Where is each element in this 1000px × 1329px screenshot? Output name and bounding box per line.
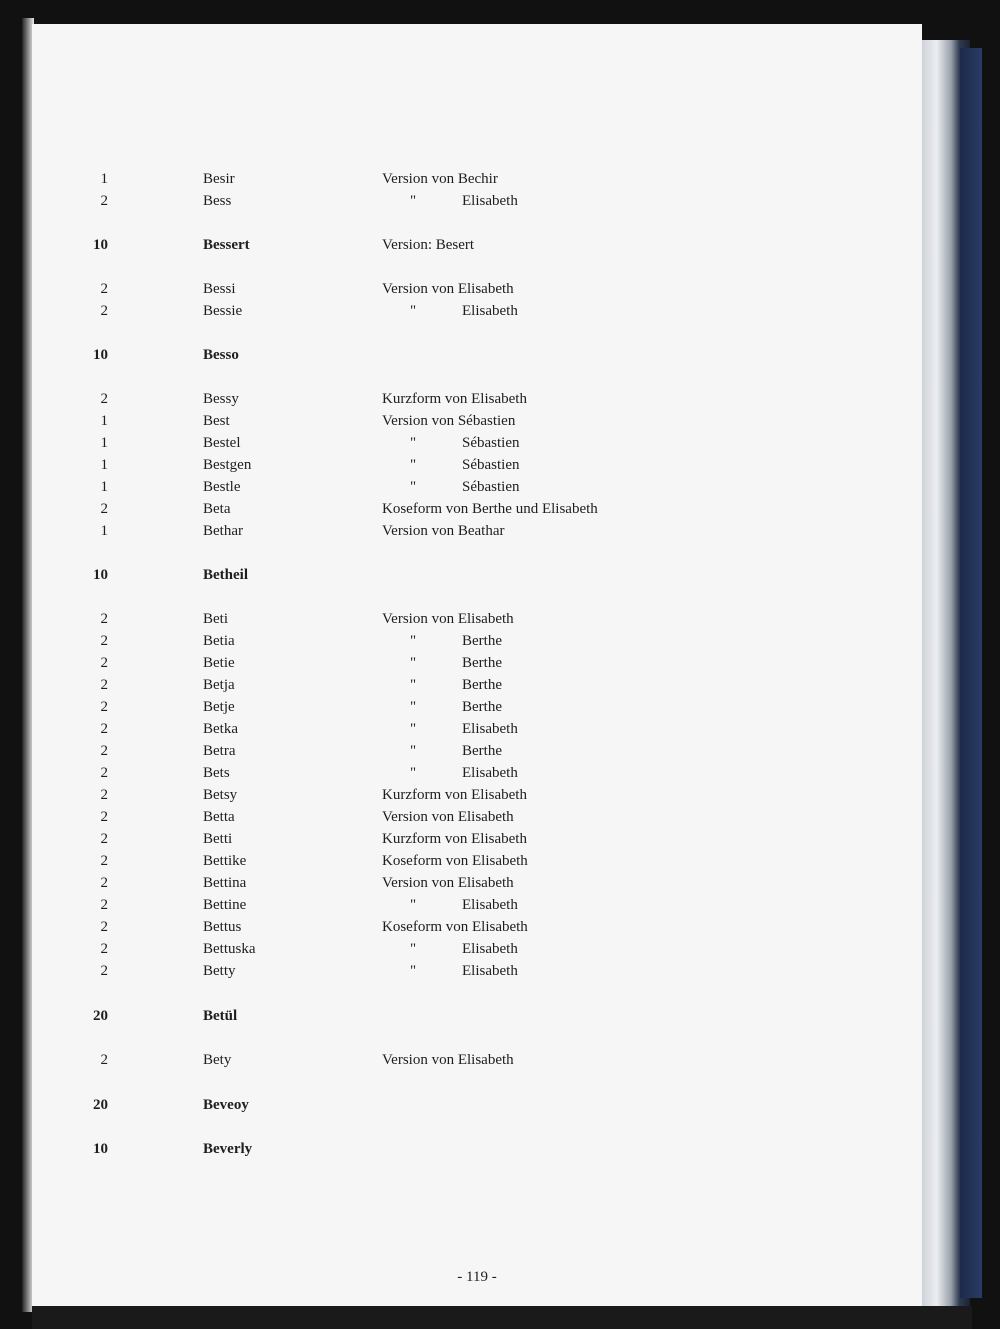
list-item xyxy=(32,498,922,520)
entry-definition: Version von Elisabeth xyxy=(382,875,514,891)
entry-name: Beta xyxy=(203,501,231,517)
book-cover-edge xyxy=(960,48,982,1298)
entry-number: 2 xyxy=(100,303,108,319)
entry-number: 2 xyxy=(100,281,108,297)
entry-name: Besso xyxy=(203,347,239,363)
ditto-mark: " xyxy=(410,633,417,649)
entry-name: Betta xyxy=(203,809,235,825)
list-item xyxy=(32,718,922,740)
entry-name: Bets xyxy=(203,765,230,781)
list-item xyxy=(32,520,922,542)
list-item xyxy=(32,784,922,806)
entry-name: Besir xyxy=(203,171,235,187)
ditto-mark: " xyxy=(410,479,417,495)
entry-reference: Sébastien xyxy=(462,435,520,451)
list-item xyxy=(32,828,922,850)
ditto-mark: " xyxy=(410,897,417,913)
ditto-mark: " xyxy=(410,963,417,979)
ditto-mark: " xyxy=(410,457,417,473)
entry-name: Beveoy xyxy=(203,1097,249,1113)
list-item xyxy=(32,278,922,300)
ditto-mark: " xyxy=(410,193,417,209)
entry-definition: Version von Elisabeth xyxy=(382,1052,514,1068)
entry-name: Bessy xyxy=(203,391,239,407)
list-item xyxy=(32,696,922,718)
entry-name: Bettus xyxy=(203,919,242,935)
entry-definition: Version von Elisabeth xyxy=(382,809,514,825)
list-item xyxy=(32,894,922,916)
list-item xyxy=(32,652,922,674)
list-item xyxy=(32,234,922,256)
entry-number: 2 xyxy=(100,963,108,979)
entry-reference: Elisabeth xyxy=(462,193,518,209)
entry-name: Bessert xyxy=(203,237,250,253)
list-item xyxy=(32,872,922,894)
entry-number: 2 xyxy=(100,853,108,869)
ditto-mark: " xyxy=(410,435,417,451)
entry-definition: Kurzform von Elisabeth xyxy=(382,391,527,407)
list-item xyxy=(32,1005,922,1027)
entry-number: 10 xyxy=(93,237,108,253)
entry-number: 2 xyxy=(100,193,108,209)
entry-name: Betia xyxy=(203,633,235,649)
entry-name: Bessie xyxy=(203,303,243,319)
entry-number: 1 xyxy=(100,479,108,495)
entry-name: Bettina xyxy=(203,875,247,891)
list-item xyxy=(32,344,922,366)
entry-number: 2 xyxy=(100,655,108,671)
entry-name: Betül xyxy=(203,1008,238,1024)
list-item xyxy=(32,850,922,872)
list-item xyxy=(32,740,922,762)
list-item xyxy=(32,630,922,652)
book-page xyxy=(32,24,922,1306)
entry-name: Beti xyxy=(203,611,228,627)
entry-definition: Version von Sébastien xyxy=(382,413,516,429)
entry-number: 1 xyxy=(100,413,108,429)
entry-reference: Berthe xyxy=(462,633,502,649)
entry-name: Betsy xyxy=(203,787,238,803)
list-item xyxy=(32,938,922,960)
entry-number: 1 xyxy=(100,523,108,539)
entry-number: 20 xyxy=(93,1008,108,1024)
entry-name: Best xyxy=(203,413,230,429)
entry-number: 2 xyxy=(100,941,108,957)
list-item xyxy=(32,762,922,784)
list-item xyxy=(32,608,922,630)
entry-name: Betra xyxy=(203,743,236,759)
entry-name: Betty xyxy=(203,963,236,979)
list-item xyxy=(32,674,922,696)
entry-number: 2 xyxy=(100,831,108,847)
entry-definition: Version von Elisabeth xyxy=(382,611,514,627)
entry-name: Bethar xyxy=(203,523,243,539)
entry-definition: Kurzform von Elisabeth xyxy=(382,787,527,803)
entry-number: 2 xyxy=(100,699,108,715)
entry-reference: Elisabeth xyxy=(462,721,518,737)
entry-number: 2 xyxy=(100,743,108,759)
entry-number: 2 xyxy=(100,1052,108,1068)
entry-reference: Sébastien xyxy=(462,479,520,495)
entry-number: 1 xyxy=(100,435,108,451)
entry-number: 1 xyxy=(100,457,108,473)
ditto-mark: " xyxy=(410,303,417,319)
entry-number: 2 xyxy=(100,875,108,891)
ditto-mark: " xyxy=(410,721,417,737)
entry-number: 2 xyxy=(100,677,108,693)
page-number: - 119 - xyxy=(457,1269,497,1285)
ditto-mark: " xyxy=(410,677,417,693)
ditto-mark: " xyxy=(410,743,417,759)
entry-name: Bestgen xyxy=(203,457,252,473)
ditto-mark: " xyxy=(410,765,417,781)
entry-number: 2 xyxy=(100,765,108,781)
entry-number: 2 xyxy=(100,809,108,825)
entry-name: Bessi xyxy=(203,281,236,297)
entry-reference: Elisabeth xyxy=(462,963,518,979)
entry-name: Bestel xyxy=(203,435,241,451)
list-item xyxy=(32,454,922,476)
entry-reference: Elisabeth xyxy=(462,765,518,781)
entry-number: 10 xyxy=(93,347,108,363)
entry-name: Bestle xyxy=(203,479,241,495)
entry-number: 1 xyxy=(100,171,108,187)
entry-definition: Version von Elisabeth xyxy=(382,281,514,297)
entry-name: Bess xyxy=(203,193,232,209)
entry-definition: Koseform von Berthe und Elisabeth xyxy=(382,501,598,517)
entry-name: Bety xyxy=(203,1052,232,1068)
list-item xyxy=(32,806,922,828)
entry-number: 2 xyxy=(100,787,108,803)
entry-definition: Koseform von Elisabeth xyxy=(382,919,528,935)
list-item xyxy=(32,388,922,410)
entry-reference: Elisabeth xyxy=(462,941,518,957)
entry-reference: Elisabeth xyxy=(462,897,518,913)
entry-name: Bettine xyxy=(203,897,247,913)
entry-number: 2 xyxy=(100,391,108,407)
ditto-mark: " xyxy=(410,699,417,715)
entry-definition: Kurzform von Elisabeth xyxy=(382,831,527,847)
entry-name: Bettuska xyxy=(203,941,256,957)
entry-reference: Berthe xyxy=(462,655,502,671)
list-item xyxy=(32,1094,922,1116)
entry-reference: Berthe xyxy=(462,743,502,759)
entry-number: 2 xyxy=(100,611,108,627)
entry-number: 2 xyxy=(100,633,108,649)
background-bottom xyxy=(32,1306,972,1329)
list-item xyxy=(32,1049,922,1071)
list-item xyxy=(32,960,922,982)
entry-name: Betti xyxy=(203,831,233,847)
entry-name: Betka xyxy=(203,721,238,737)
entry-reference: Sébastien xyxy=(462,457,520,473)
entry-name: Betie xyxy=(203,655,235,671)
entry-number: 2 xyxy=(100,501,108,517)
entry-number: 2 xyxy=(100,721,108,737)
list-item xyxy=(32,916,922,938)
entry-definition: Koseform von Elisabeth xyxy=(382,853,528,869)
entry-name: Betja xyxy=(203,677,235,693)
entry-name: Bettike xyxy=(203,853,247,869)
list-item xyxy=(32,476,922,498)
entry-definition: Version: Besert xyxy=(382,237,475,253)
list-item xyxy=(32,300,922,322)
entry-number: 20 xyxy=(93,1097,108,1113)
entry-name: Beverly xyxy=(203,1141,253,1157)
entry-reference: Elisabeth xyxy=(462,303,518,319)
entry-number: 10 xyxy=(93,567,108,583)
entry-reference: Berthe xyxy=(462,699,502,715)
entry-number: 10 xyxy=(93,1141,108,1157)
list-item xyxy=(32,410,922,432)
entry-name: Betje xyxy=(203,699,235,715)
list-item xyxy=(32,1138,922,1160)
list-item xyxy=(32,432,922,454)
ditto-mark: " xyxy=(410,655,417,671)
entry-definition: Version von Bechir xyxy=(382,171,498,187)
list-item xyxy=(32,168,922,190)
entry-definition: Version von Beathar xyxy=(382,523,505,539)
entry-name: Betheil xyxy=(203,567,248,583)
entry-number: 2 xyxy=(100,919,108,935)
ditto-mark: " xyxy=(410,941,417,957)
entry-reference: Berthe xyxy=(462,677,502,693)
entry-number: 2 xyxy=(100,897,108,913)
list-item xyxy=(32,564,922,586)
list-item xyxy=(32,190,922,212)
